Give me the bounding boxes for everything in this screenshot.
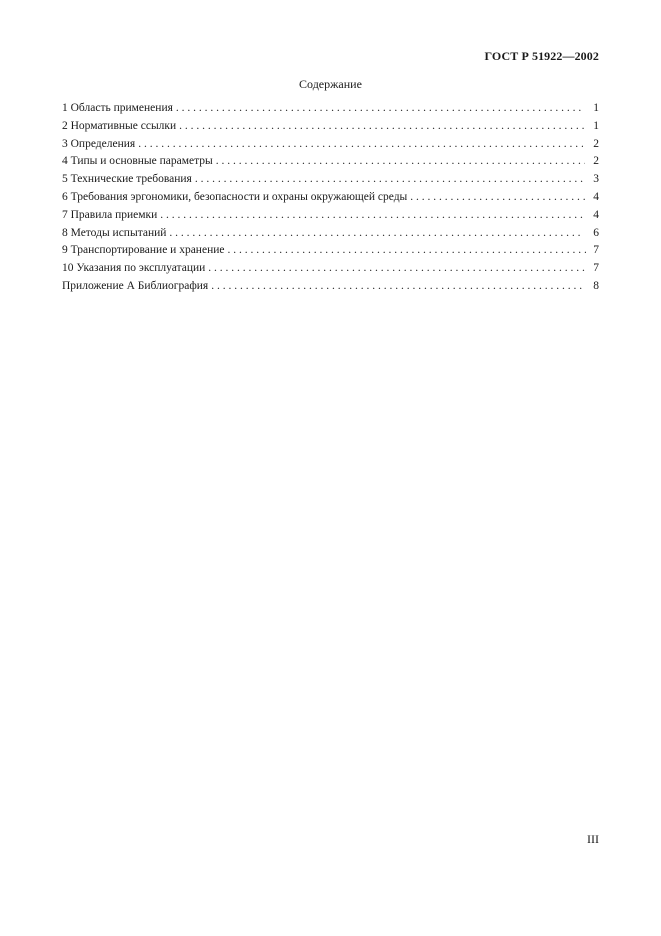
toc-entry-page: 7 — [593, 262, 599, 275]
toc-entry — [62, 171, 599, 189]
toc-entry-label: Приложение А Библиография — [62, 279, 209, 292]
toc-entry-label: 8 Методы испытаний — [62, 226, 167, 239]
toc-entry — [62, 136, 599, 154]
toc-entry — [62, 242, 599, 260]
toc-entry-page: 6 — [593, 226, 599, 239]
toc-entry-label: 1 Область применения — [62, 102, 173, 114]
toc-entry-label: 2 Нормативные ссылки — [62, 119, 177, 132]
toc-entry — [62, 260, 599, 278]
toc-entry-label: 3 Определения — [62, 137, 136, 150]
toc-entry-page: 1 — [593, 102, 599, 114]
toc-leader-dots — [195, 171, 585, 189]
toc-entry-page: 8 — [593, 279, 599, 292]
toc-leader-dots — [227, 242, 585, 260]
toc-entry-label: 9 Транспортирование и хранение — [62, 244, 225, 257]
toc-entry-label: 5 Технические требования — [62, 173, 192, 186]
toc-entry-page: 2 — [593, 137, 599, 150]
toc-entry — [62, 225, 599, 243]
toc-entry-label: 4 Типы и основные параметры — [62, 155, 213, 168]
toc-entry — [62, 207, 599, 225]
toc-entry-page: 7 — [593, 244, 599, 257]
toc-entry-page: 4 — [593, 208, 599, 221]
toc-leader-dots — [179, 118, 584, 136]
toc-entry — [62, 153, 599, 171]
toc-entry-page: 1 — [593, 119, 599, 132]
toc-entry-page: 3 — [593, 173, 599, 186]
toc-title: Содержание — [299, 77, 362, 91]
toc-entry — [62, 278, 599, 296]
table-of-contents — [62, 100, 599, 296]
toc-entry — [62, 100, 599, 118]
toc-leader-dots — [208, 260, 585, 278]
toc-leader-dots — [176, 100, 585, 118]
toc-entry — [62, 118, 599, 136]
toc-leader-dots — [138, 136, 583, 154]
toc-leader-dots — [160, 207, 584, 225]
toc-entry-label: 6 Требования эргономики, безопасности и охраны окружающей среды — [62, 190, 408, 203]
toc-entry-label: 7 Правила приемки — [62, 208, 158, 221]
toc-leader-dots — [169, 225, 584, 243]
toc-entry-page: 2 — [593, 155, 599, 168]
toc-entry-label: 10 Указания по эксплуатации — [62, 262, 206, 275]
toc-entry — [62, 189, 599, 207]
toc-entry-page: 4 — [593, 190, 599, 203]
page-number: III — [587, 832, 599, 846]
toc-leader-dots — [216, 153, 586, 171]
toc-leader-dots — [410, 189, 589, 207]
document-code: ГОСТ Р 51922—2002 — [484, 49, 599, 63]
toc-leader-dots — [211, 278, 585, 296]
